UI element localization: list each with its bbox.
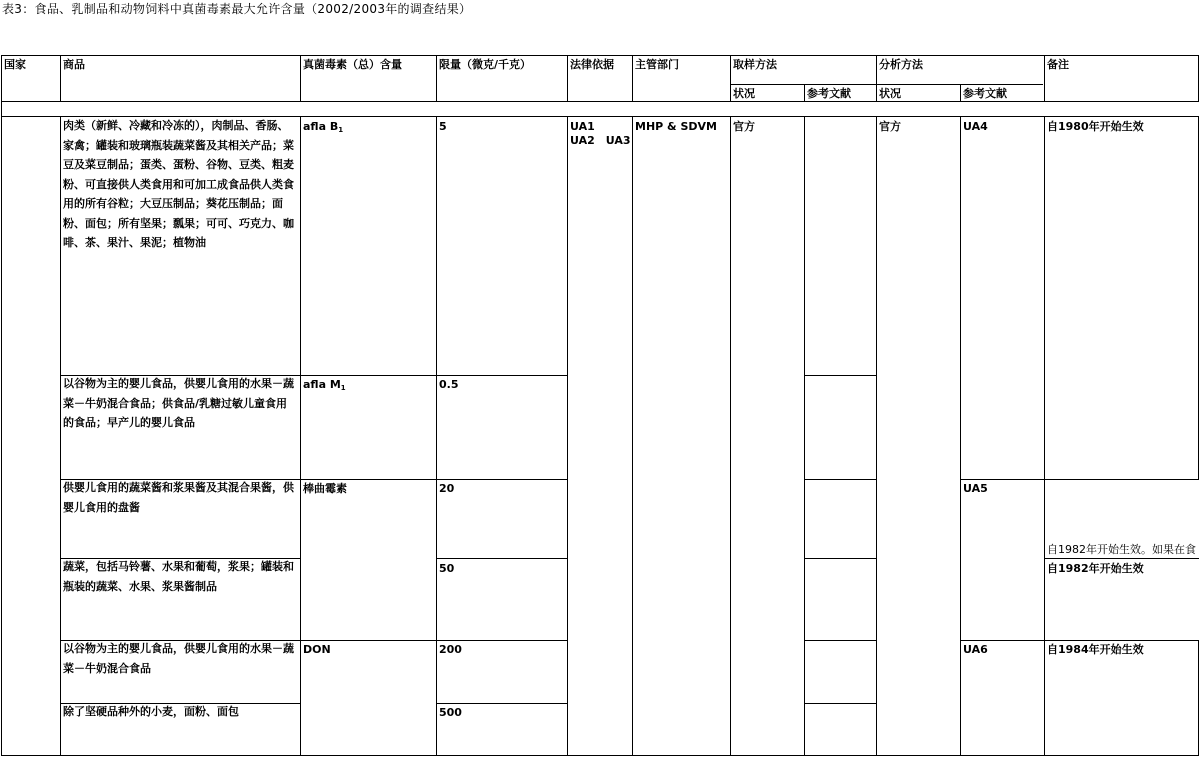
- row1-commodity: 肉类（新鲜、冷藏和冷冻的），肉制品、香肠、家禽；罐装和玻璃瓶装蔬菜酱及其相关产品；菜豆及菜豆制品；蛋类、蛋粉、谷物、豆类、粗麦粉、可直接供人类食用和可加工成食品供人类食用的所有谷粒；大豆压制品；葵花压制品；面粉、面包；所有坚果；瓢果；可可、巧克力、咖啡、茶、果汁、果泥；植物油: [63, 119, 294, 249]
- row1-remarks: 自1980年开始生效: [1047, 120, 1144, 133]
- header-sampling-status: 状况: [733, 87, 755, 100]
- header-sampling-reference: 参考文献: [807, 87, 851, 100]
- header-analysis: 分析方法: [879, 58, 923, 71]
- header-remarks: 备注: [1047, 58, 1069, 71]
- row2-toxin: afla $M_1$: [303, 378, 346, 392]
- row2-commodity: 以谷物为主的婴儿食品，供婴儿食用的水果－蔬菜－牛奶混合食品；供食品/乳糖过敏儿童食用的食品；早产儿的婴儿食品: [63, 377, 294, 429]
- row4-commodity: 蔬菜，包括马铃薯、水果和葡萄，浆果；罐装和瓶装的蔬菜、水果、浆果酱制品: [63, 560, 294, 593]
- header-sampling: 取样方法: [733, 58, 777, 71]
- row5-toxin: DON: [303, 643, 331, 656]
- table-caption: 表3：食品、乳制品和动物饲料中真菌毒素最大允许含量（2002/2003年的调查结果）: [2, 2, 472, 16]
- legal-basis-line2: UA2 UA3: [570, 134, 631, 147]
- authority: MHP & SDVM: [635, 120, 717, 133]
- header-commodity: 商品: [63, 58, 85, 71]
- row2-limit: 0.5: [439, 378, 459, 391]
- row3-analysis-reference: UA5: [963, 482, 988, 495]
- legal-basis-line1: UA1: [570, 120, 595, 133]
- row5-commodity: 以谷物为主的婴儿食品，供婴儿食用的水果－蔬菜－牛奶混合食品: [63, 642, 294, 675]
- row1-analysis-reference: UA4: [963, 120, 988, 133]
- row3-commodity: 供婴儿食用的蔬菜酱和浆果酱及其混合果酱，供婴儿食用的盘酱: [63, 481, 294, 514]
- header-legal-basis: 法律依据: [570, 58, 614, 71]
- header-authority: 主管部门: [635, 58, 679, 71]
- row3-remarks: 自1982年开始生效。如果在食: [1047, 543, 1196, 556]
- sampling-status: 官方: [733, 120, 755, 133]
- row6-limit: 500: [439, 706, 462, 719]
- row5-limit: 200: [439, 643, 462, 656]
- row1-toxin: afla $B_1$: [303, 120, 344, 134]
- header-toxin: 真菌毒素（总）含量: [303, 58, 402, 71]
- analysis-status: 官方: [879, 120, 901, 133]
- header-country: 国家: [4, 58, 26, 71]
- row5-remarks: 自1984年开始生效: [1047, 643, 1144, 656]
- row4-remarks: 自1982年开始生效: [1047, 562, 1144, 575]
- header-analysis-reference: 参考文献: [963, 87, 1007, 100]
- header-limit: 限量（微克/千克）: [439, 58, 532, 71]
- row6-commodity: 除了坚硬品种外的小麦，面粉、面包: [63, 705, 239, 718]
- row1-limit: 5: [439, 120, 447, 133]
- row4-limit: 50: [439, 562, 455, 575]
- header-analysis-status: 状况: [879, 87, 901, 100]
- row3-limit: 20: [439, 482, 455, 495]
- row3-toxin: 棒曲霉素: [303, 482, 347, 495]
- row5-analysis-reference: UA6: [963, 643, 988, 656]
